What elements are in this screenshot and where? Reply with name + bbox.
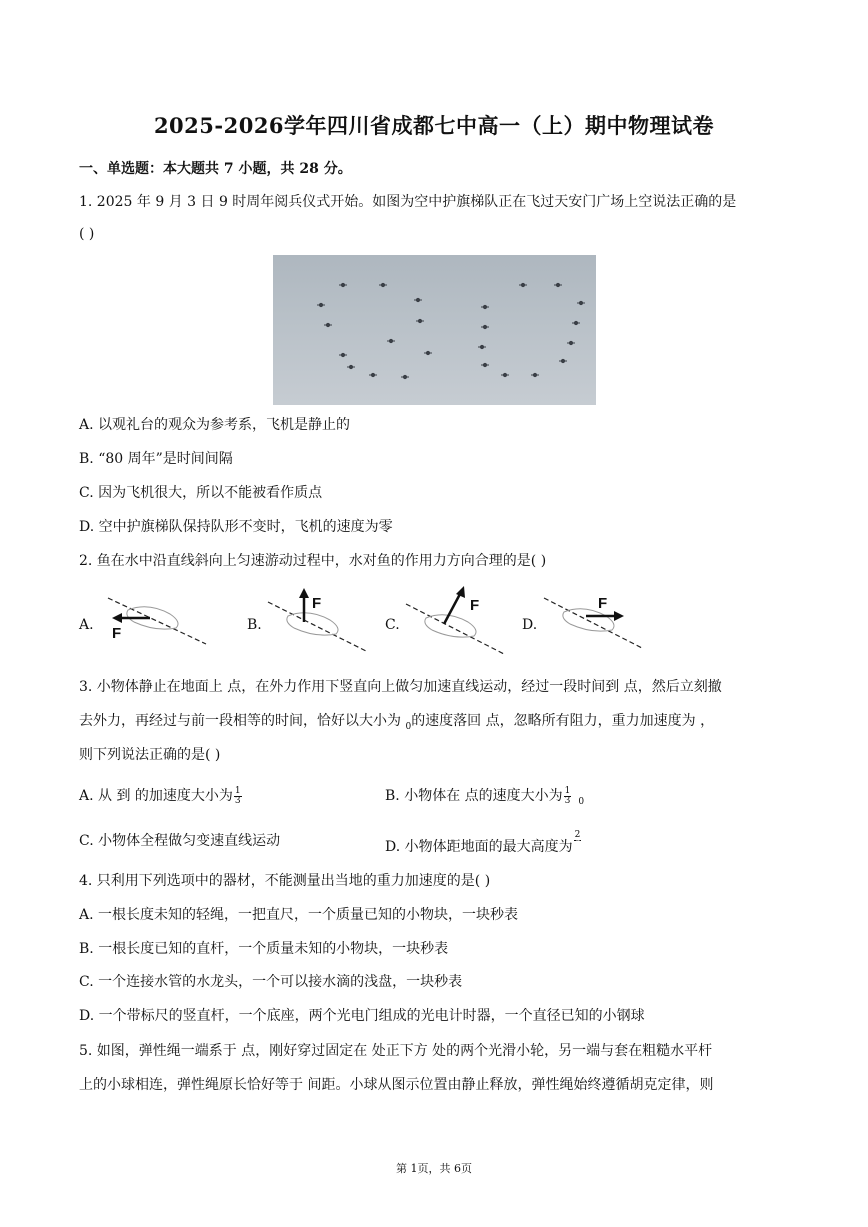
q2-option-b-diagram xyxy=(264,586,374,656)
force-label: F xyxy=(470,597,480,614)
q3-stem-line3: 则下列说法正确的是( ) xyxy=(79,747,221,763)
aircraft-formation-image xyxy=(273,255,596,405)
fraction xyxy=(574,831,582,850)
q2-option-a-diagram xyxy=(98,592,213,652)
q2-option-c-label: C. xyxy=(385,617,400,633)
fraction xyxy=(564,787,572,806)
q2-stem: 2. 鱼在水中沿直线斜向上匀速游动过程中，水对鱼的作用力方向合理的是( ) xyxy=(79,553,547,569)
q3-option-b-text: B. 小物体在 点的速度大小为 xyxy=(385,788,563,804)
q4-option-c: C. 一个连接水管的水龙头，一个可以接水滴的浅盘，一块秒表 xyxy=(79,974,463,990)
q1-stem: 1. 2025 年 9 月 3 日 9 时周年阅兵仪式开始。如图为空中护旗梯队正在飞过天安门广场上空说法正确的是 xyxy=(79,194,737,210)
q3-option-b xyxy=(385,786,584,812)
q5-stem-line2: 上的小球相连，弹性绳原长恰好等于 间距。小球从图示位置由静止释放，弹性绳始终遵循胡克定律，则 xyxy=(79,1077,714,1093)
q2-option-c-diagram xyxy=(404,584,514,656)
q2-option-a-label: A. xyxy=(79,617,94,633)
exam-title: 2025-2026学年四川省成都七中高一（上）期中物理试卷 xyxy=(153,113,715,138)
q1-option-d: D. 空中护旗梯队保持队形不变时，飞机的速度为零 xyxy=(79,519,393,535)
fraction-numerator: 2 xyxy=(574,830,581,840)
q1-option-b: B. “80 周年”是时间间隔 xyxy=(79,451,233,467)
q1-bracket: ( ) xyxy=(79,226,95,242)
q3-option-d xyxy=(385,831,582,857)
force-label: F xyxy=(598,595,608,612)
subscript-zero: 0 xyxy=(405,722,412,732)
q1-option-a: A. 以观礼台的观众为参考系，飞机是静止的 xyxy=(79,417,351,433)
fraction-numerator: 1 xyxy=(564,785,571,796)
q3-option-a-text: A. 从 到 的加速度大小为 xyxy=(79,788,233,804)
page-footer: 第 1页，共 6页 xyxy=(396,1162,472,1175)
q2-option-d-diagram xyxy=(542,590,650,654)
q3-line2-part2: 的速度落回 点，忽略所有阻力，重力加速度为 ， xyxy=(411,713,715,729)
q2-option-d-label: D. xyxy=(522,617,538,633)
q4-option-b: B. 一根长度已知的直杆，一个质量未知的小物块，一块秒表 xyxy=(79,941,449,957)
fraction-denominator: 3 xyxy=(564,795,571,806)
fraction-numerator: 1 xyxy=(234,785,241,796)
force-label: F xyxy=(112,625,122,642)
q3-option-c: C. 小物体全程做匀变速直线运动 xyxy=(79,833,281,849)
q1-option-c: C. 因为飞机很大，所以不能被看作质点 xyxy=(79,485,323,501)
q3-option-d-text: D. 小物体距地面的最大高度为 xyxy=(385,839,573,855)
q4-option-d: D. 一个带标尺的竖直杆，一个底座，两个光电门组成的光电计时器，一个直径已知的小钢球 xyxy=(79,1008,645,1024)
q3-stem-line2 xyxy=(79,711,714,737)
q2-option-b-label: B. xyxy=(247,617,262,633)
q5-stem-line1: 5. 如图，弹性绳一端系于 点，刚好穿过固定在 处正下方 处的两个光滑小轮，另一端与套在粗糙水平杆 xyxy=(79,1043,713,1059)
force-label: F xyxy=(312,595,322,612)
q3-line2-part1: 去外力，再经过与前一段相等的时间，恰好以大小为 xyxy=(79,713,406,729)
q3-option-a xyxy=(79,786,243,806)
q3-stem-line1: 3. 小物体静止在地面上 点，在外力作用下竖直向上做匀加速直线运动，经过一段时间到 点，然后立刻撤 xyxy=(79,679,722,695)
fraction-denominator: 3 xyxy=(234,795,241,806)
q4-stem: 4. 只利用下列选项中的器材，不能测量出当地的重力加速度的是( ) xyxy=(79,873,491,889)
plane-mark xyxy=(339,283,347,286)
q4-option-a: A. 一根长度未知的轻绳，一把直尺，一个质量已知的小物块，一块秒表 xyxy=(79,907,519,923)
fraction xyxy=(234,787,242,806)
section-heading: 一、单选题：本大题共 7 小题，共 28 分。 xyxy=(79,161,352,177)
fraction-denominator: 6 xyxy=(574,840,581,850)
formation-photo xyxy=(273,255,596,405)
subscript-zero: 0 xyxy=(578,797,585,807)
